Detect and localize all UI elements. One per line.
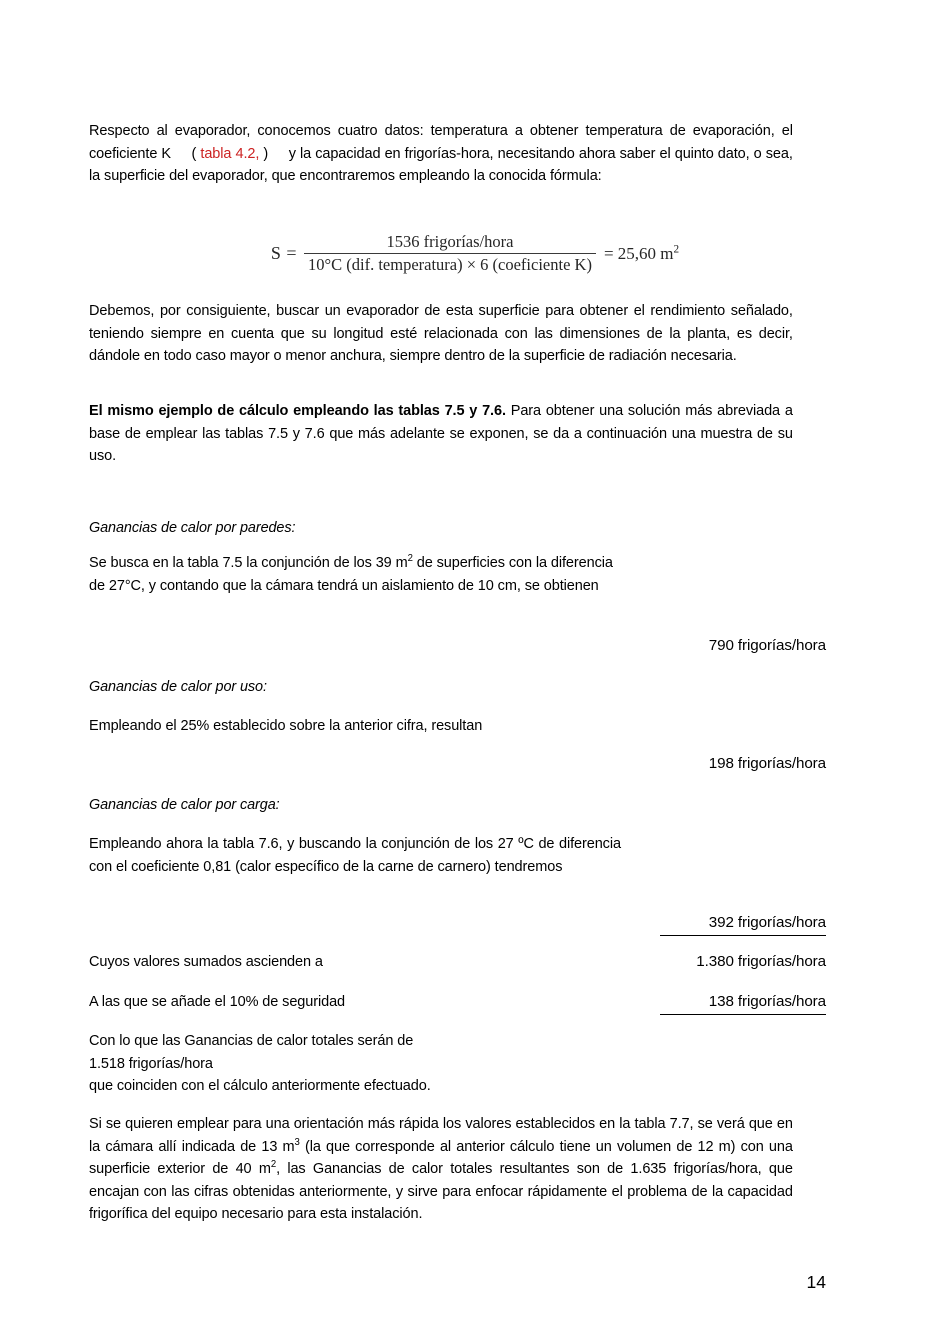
- after-formula-paragraph: Debemos, por consiguiente, buscar un evaporador de esta superficie para obtener el rendimiento señalado, teniendo siempre en cuenta que su longitud esté relacionada con las dimensiones de la planta, es decir, dándole en todo caso mayor o menor anchura, siempre dentro de la superficie de radiación necesaria.: [89, 302, 793, 365]
- totals-line-2: 1.518 frigorías/hora: [89, 1054, 213, 1072]
- intro-text-part-1: Respecto al evaporador, conocemos cuatro datos: temperatura a obtener temperatura de evaporación, el coeficiente K: [89, 122, 793, 162]
- totals-line-1: Con lo que las Ganancias de calor totales serán de: [89, 1032, 414, 1049]
- value-load: 392 frigorías/hora: [708, 914, 826, 931]
- paren-close: ): [263, 144, 269, 162]
- formula-fraction: [302, 232, 598, 275]
- value-sum: 1.380 frigorías/hora: [696, 953, 826, 970]
- use-body-paragraph: Empleando el 25% establecido sobre la anterior cifra, resultan: [89, 717, 483, 734]
- walls-body-exponent: 2: [407, 552, 413, 564]
- closing-paragraph: [89, 1113, 793, 1226]
- heading-load-block: [89, 794, 646, 817]
- walls-body-part-2: de superficies con la diferencia de 27°C, y contando que la cámara tendrá un aislamiento de 10 cm, se obtienen: [89, 554, 613, 594]
- use-body-block: [89, 715, 729, 738]
- intro-paragraph: [89, 120, 793, 188]
- formula-inner: [271, 232, 679, 275]
- page-number: 14: [806, 1272, 826, 1292]
- intro-text-part-2: y la capacidad en frigorías-hora, necesitando ahora saber el quinto dato, o sea, la superficie del evaporador, que encontraremos empleando la conocida fórmula:: [89, 144, 793, 185]
- heading-use-block: [89, 676, 646, 699]
- value-load-underline: [660, 935, 826, 936]
- tables-intro-rest: Para obtener una solución más abreviada a base de emplear las tablas 7.5 y 7.6 que más adelante se exponen, se da a continuación una muestra de su uso.: [89, 402, 793, 465]
- totals-line-3: que coinciden con el cálculo anteriormente efectuado.: [89, 1077, 431, 1095]
- tables-intro-paragraph: [89, 400, 793, 468]
- value-walls: 790 frigorías/hora: [708, 637, 826, 654]
- load-body-block: [89, 833, 646, 878]
- closing-paragraph-block: [89, 1113, 826, 1226]
- tables-intro-bold: El mismo ejemplo de cálculo empleando las tablas 7.5 y 7.6.: [89, 402, 506, 419]
- heading-gains-load: Ganancias de calor por carga:: [89, 796, 280, 813]
- closing-part-b: (la que corresponde al anterior cálculo tiene un volumen de 12 m) con una superficie exterior de 40 m: [89, 1137, 793, 1178]
- formula-result: [598, 244, 679, 264]
- load-body-paragraph: Empleando ahora la tabla 7.6, y buscando la conjunción de los 27 ºC de diferencia con el coeficiente 0,81 (calor específico de la carne de carnero) tendremos: [89, 835, 621, 875]
- closing-part-c: , las Ganancias de calor totales resultantes son de 1.635 frigorías/hora, que encajan con las cifras obtenidas anteriormente, y sirve para enfocar rápidamente el problema de la capacidad frigorífica del equipo necesario para esta instalación.: [89, 1160, 793, 1223]
- closing-exponent-2: 2: [270, 1159, 277, 1171]
- sum-label: Cuyos valores sumados ascienden a: [89, 953, 323, 970]
- formula-lhs: S =: [270, 243, 298, 263]
- heading-gains-walls: Ganancias de calor por paredes:: [89, 519, 296, 536]
- tables-intro-block: [89, 400, 826, 468]
- table-reference-link[interactable]: tabla 4.2,: [200, 144, 260, 162]
- formula-result-text: = 25,60 m: [603, 243, 674, 263]
- after-formula-block: [89, 300, 826, 368]
- walls-body-part-1: Se busca en la tabla 7.5 la conjunción de los 39 m: [89, 554, 408, 571]
- walls-body-block: [89, 552, 646, 597]
- intro-paragraph-block: [89, 120, 826, 188]
- heading-walls-block: [89, 517, 646, 540]
- safety-label: A las que se añade el 10% de seguridad: [89, 993, 346, 1010]
- surface-area-formula: [0, 232, 950, 275]
- value-use: 198 frigorías/hora: [708, 755, 826, 772]
- walls-body-paragraph: [89, 552, 621, 597]
- paren-open: (: [191, 144, 197, 162]
- formula-numerator: 1536 frigorías/hora: [386, 232, 514, 251]
- closing-exponent-3: 3: [294, 1136, 300, 1148]
- value-safety-underline: [660, 1014, 826, 1015]
- closing-part-a: Si se quieren emplear para una orientación más rápida los valores establecidos en la tabla 7.7, se verá que en la cámara allí indicada de 13 m: [89, 1115, 793, 1155]
- formula-denominator: 10°C (dif. temperatura) × 6 (coeficiente K): [308, 255, 592, 274]
- value-safety: 138 frigorías/hora: [708, 993, 826, 1010]
- totals-block: [89, 1030, 789, 1098]
- heading-gains-use: Ganancias de calor por uso:: [89, 678, 267, 695]
- formula-result-exponent: 2: [673, 242, 680, 255]
